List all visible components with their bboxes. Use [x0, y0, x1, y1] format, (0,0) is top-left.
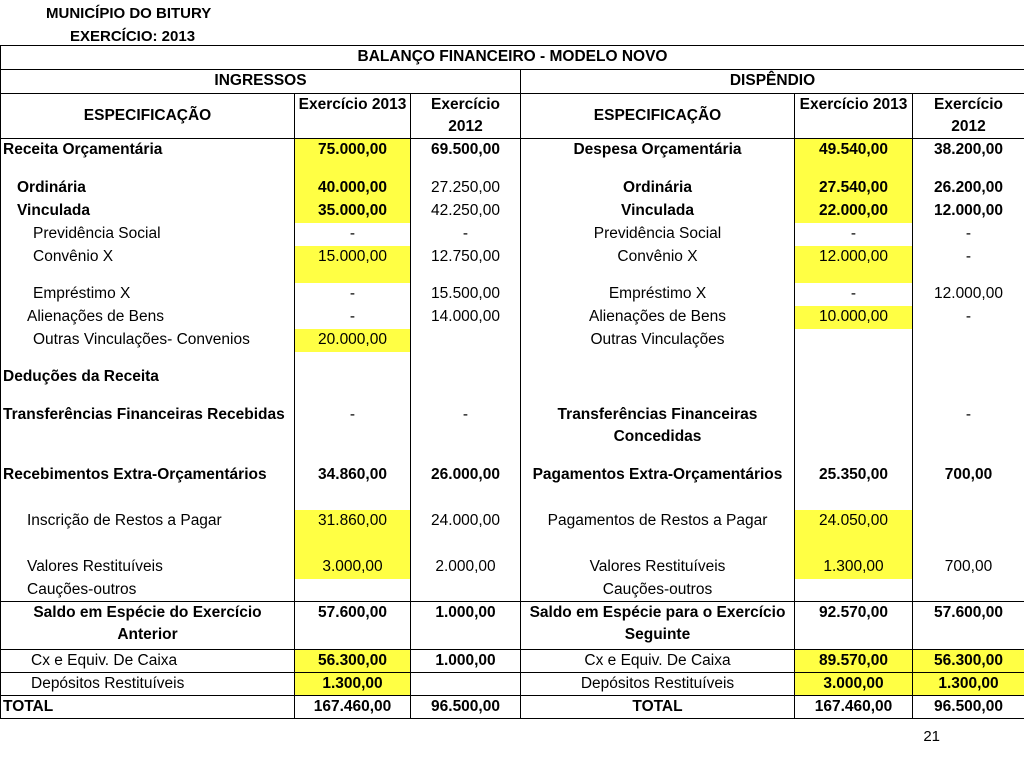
cell: 40.000,00 — [295, 177, 411, 200]
cell: 12.000,00 — [795, 246, 913, 269]
cell: 31.860,00 — [295, 510, 411, 556]
cell: - — [295, 404, 411, 450]
table-row — [1, 556, 1024, 579]
cell: 15.500,00 — [411, 283, 521, 306]
table-row — [1, 306, 1024, 329]
cell: - — [411, 223, 521, 246]
cell: Convênio X — [521, 246, 795, 269]
cell: 26.200,00 — [913, 177, 1024, 200]
table-title: BALANÇO FINANCEIRO - MODELO NOVO — [1, 46, 1024, 70]
cell: 35.000,00 — [295, 200, 411, 223]
cell: 20.000,00 — [295, 329, 411, 352]
cell: 1.300,00 — [913, 673, 1024, 696]
cell: 1.000,00 — [411, 650, 521, 673]
cell: 57.600,00 — [913, 602, 1024, 650]
ex2012-header-right: Exercício 2012 — [913, 94, 1024, 139]
cell: 38.200,00 — [913, 139, 1024, 164]
exercise-year: EXERCÍCIO: 2013 — [70, 28, 196, 45]
table-row — [1, 579, 1024, 602]
cell: Inscrição de Restos a Pagar — [1, 510, 295, 556]
cell: 167.460,00 — [295, 696, 411, 719]
cell: 27.540,00 — [795, 177, 913, 200]
cell: 25.350,00 — [795, 464, 913, 510]
ingressos-header: INGRESSOS — [1, 70, 521, 94]
financial-balance-table — [0, 45, 1024, 719]
cell: Recebimentos Extra-Orçamentários — [1, 464, 295, 510]
cell: Depósitos Restituíveis — [521, 673, 795, 696]
cell: 26.000,00 — [411, 464, 521, 510]
table-row — [1, 650, 1024, 673]
cell: 96.500,00 — [411, 696, 521, 719]
cell: Pagamentos de Restos a Pagar — [521, 510, 795, 556]
cell: - — [913, 404, 1024, 450]
cell: Vinculada — [521, 200, 795, 223]
cell: TOTAL — [1, 696, 295, 719]
cell: Despesa Orçamentária — [521, 139, 795, 164]
table-row — [1, 696, 1024, 719]
cell: - — [295, 283, 411, 306]
cell: Pagamentos Extra-Orçamentários — [521, 464, 795, 510]
cell: 75.000,00 — [295, 139, 411, 164]
cell: 167.460,00 — [795, 696, 913, 719]
cell: Empréstimo X — [1, 283, 295, 306]
cell: 700,00 — [913, 556, 1024, 579]
cell: Ordinária — [1, 177, 295, 200]
cell: Cx e Equiv. De Caixa — [1, 650, 295, 673]
cell: 22.000,00 — [795, 200, 913, 223]
cell: - — [295, 306, 411, 329]
table-row — [1, 223, 1024, 246]
espec-header-left: ESPECIFICAÇÃO — [1, 94, 295, 139]
cell: 69.500,00 — [411, 139, 521, 164]
table-row — [1, 366, 1024, 390]
cell: Outras Vinculações — [521, 329, 795, 352]
cell: 89.570,00 — [795, 650, 913, 673]
cell: - — [795, 223, 913, 246]
table-row — [1, 200, 1024, 223]
cell: Cauções-outros — [1, 579, 295, 602]
table-row — [1, 329, 1024, 352]
cell: 92.570,00 — [795, 602, 913, 650]
table-row — [1, 177, 1024, 200]
cell: 2.000,00 — [411, 556, 521, 579]
cell: - — [913, 306, 1024, 329]
cell: - — [295, 223, 411, 246]
table-row — [1, 246, 1024, 269]
cell: Transferências Financeiras Recebidas — [1, 404, 295, 450]
ex2012-header-left: Exercício 2012 — [411, 94, 521, 139]
table-row — [1, 404, 1024, 450]
espec-header-right: ESPECIFICAÇÃO — [521, 94, 795, 139]
ex2013-header-right: Exercício 2013 — [795, 94, 913, 139]
cell: - — [913, 246, 1024, 269]
cell: 57.600,00 — [295, 602, 411, 650]
cell: Cx e Equiv. De Caixa — [521, 650, 795, 673]
page-number: 21 — [923, 728, 940, 745]
cell: 34.860,00 — [295, 464, 411, 510]
cell: 42.250,00 — [411, 200, 521, 223]
cell: 49.540,00 — [795, 139, 913, 164]
cell: - — [411, 404, 521, 450]
cell: Vinculada — [1, 200, 295, 223]
cell: Deduções da Receita — [1, 366, 295, 390]
cell: 12.000,00 — [913, 200, 1024, 223]
cell: Alienações de Bens — [1, 306, 295, 329]
cell: Valores Restituíveis — [521, 556, 795, 579]
cell: 1.300,00 — [295, 673, 411, 696]
cell: Previdência Social — [521, 223, 795, 246]
cell: Outras Vinculações- Convenios — [1, 329, 295, 352]
cell: 96.500,00 — [913, 696, 1024, 719]
municipality-title: MUNICÍPIO DO BITURY — [46, 5, 212, 22]
cell: 15.000,00 — [295, 246, 411, 269]
cell: Saldo em Espécie para o Exercício Seguinte — [521, 602, 795, 650]
cell: - — [795, 283, 913, 306]
cell: 24.000,00 — [411, 510, 521, 556]
table-row — [1, 464, 1024, 510]
cell: Receita Orçamentária — [1, 139, 295, 164]
cell: 12.000,00 — [913, 283, 1024, 306]
cell: Depósitos Restituíveis — [1, 673, 295, 696]
cell: 56.300,00 — [913, 650, 1024, 673]
cell: 14.000,00 — [411, 306, 521, 329]
cell: 3.000,00 — [295, 556, 411, 579]
cell: Transferências Financeiras Concedidas — [521, 404, 795, 450]
table-row — [1, 510, 1024, 556]
cell: 10.000,00 — [795, 306, 913, 329]
dispendio-header: DISPÊNDIO — [521, 70, 1024, 94]
cell: 27.250,00 — [411, 177, 521, 200]
ex2013-header-left: Exercício 2013 — [295, 94, 411, 139]
cell: Valores Restituíveis — [1, 556, 295, 579]
cell: TOTAL — [521, 696, 795, 719]
cell: Saldo em Espécie do Exercício Anterior — [1, 602, 295, 650]
cell: Ordinária — [521, 177, 795, 200]
cell: Alienações de Bens — [521, 306, 795, 329]
table-row — [1, 139, 1024, 164]
table-row — [1, 602, 1024, 650]
cell: 700,00 — [913, 464, 1024, 510]
cell: 12.750,00 — [411, 246, 521, 269]
cell: 3.000,00 — [795, 673, 913, 696]
cell: Empréstimo X — [521, 283, 795, 306]
table-row — [1, 283, 1024, 306]
cell: 1.300,00 — [795, 556, 913, 579]
cell: 1.000,00 — [411, 602, 521, 650]
table-row — [1, 673, 1024, 696]
cell: Previdência Social — [1, 223, 295, 246]
cell: Cauções-outros — [521, 579, 795, 602]
cell: - — [913, 223, 1024, 246]
cell: Convênio X — [1, 246, 295, 269]
cell: 24.050,00 — [795, 510, 913, 556]
cell: 56.300,00 — [295, 650, 411, 673]
